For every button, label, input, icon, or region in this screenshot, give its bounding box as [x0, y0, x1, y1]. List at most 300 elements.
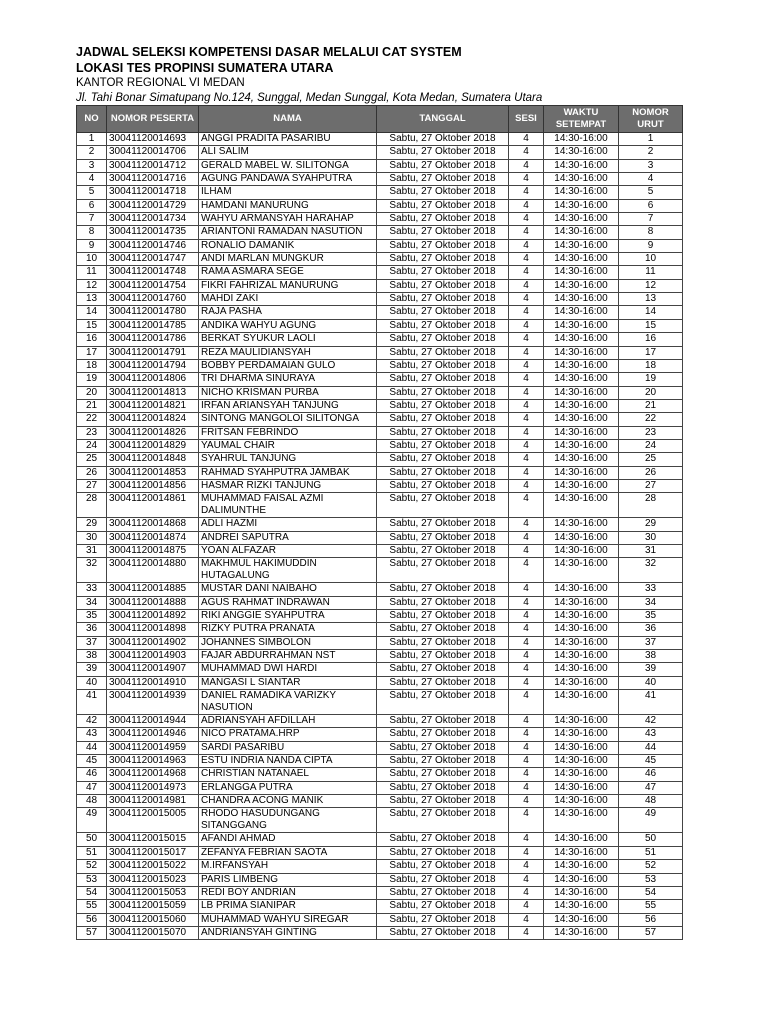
cell-nama: ANDREI SAPUTRA: [199, 531, 377, 544]
cell-nama: ERLANGGA PUTRA: [199, 781, 377, 794]
cell-sesi: 4: [509, 493, 544, 518]
table-row: [77, 623, 683, 636]
column-header-sesi: SESI: [509, 106, 544, 133]
cell-waktu: 14:30-16:00: [544, 439, 619, 452]
cell-nama: MAKHMUL HAKIMUDDIN HUTAGALUNG: [199, 558, 377, 583]
cell-nomor-urut: 45: [619, 755, 683, 768]
table-row: [77, 873, 683, 886]
cell-nomor-urut: 5: [619, 186, 683, 199]
cell-sesi: 4: [509, 926, 544, 939]
table-row: [77, 690, 683, 715]
cell-no: 2: [77, 146, 107, 159]
cell-tanggal: Sabtu, 27 Oktober 2018: [377, 518, 509, 531]
cell-tanggal: Sabtu, 27 Oktober 2018: [377, 544, 509, 557]
cell-tanggal: Sabtu, 27 Oktober 2018: [377, 846, 509, 859]
cell-waktu: 14:30-16:00: [544, 173, 619, 186]
cell-sesi: 4: [509, 199, 544, 212]
cell-no: 48: [77, 795, 107, 808]
cell-no: 8: [77, 226, 107, 239]
cell-nomor-urut: 42: [619, 715, 683, 728]
cell-tanggal: Sabtu, 27 Oktober 2018: [377, 173, 509, 186]
cell-waktu: 14:30-16:00: [544, 226, 619, 239]
cell-nomor-peserta: 30041120014716: [107, 173, 199, 186]
cell-nomor-peserta: 30041120014791: [107, 346, 199, 359]
cell-waktu: 14:30-16:00: [544, 159, 619, 172]
cell-no: 43: [77, 728, 107, 741]
cell-tanggal: Sabtu, 27 Oktober 2018: [377, 741, 509, 754]
schedule-table: [76, 105, 683, 940]
cell-waktu: 14:30-16:00: [544, 306, 619, 319]
cell-waktu: 14:30-16:00: [544, 650, 619, 663]
cell-nomor-peserta: 30041120014903: [107, 650, 199, 663]
table-row: [77, 159, 683, 172]
table-row: [77, 741, 683, 754]
cell-no: 47: [77, 781, 107, 794]
cell-nomor-urut: 23: [619, 426, 683, 439]
cell-tanggal: Sabtu, 27 Oktober 2018: [377, 493, 509, 518]
cell-sesi: 4: [509, 373, 544, 386]
cell-tanggal: Sabtu, 27 Oktober 2018: [377, 886, 509, 899]
table-row: [77, 860, 683, 873]
cell-tanggal: Sabtu, 27 Oktober 2018: [377, 359, 509, 372]
office-address: Jl. Tahi Bonar Simatupang No.124, Sunggal, Medan Sunggal, Kota Medan, Sumatera Utara: [76, 92, 543, 104]
cell-sesi: 4: [509, 279, 544, 292]
cell-nama: REZA MAULIDIANSYAH: [199, 346, 377, 359]
table-row: [77, 146, 683, 159]
cell-tanggal: Sabtu, 27 Oktober 2018: [377, 386, 509, 399]
table-row: [77, 531, 683, 544]
cell-waktu: 14:30-16:00: [544, 186, 619, 199]
column-header-tanggal: TANGGAL: [377, 106, 509, 133]
cell-tanggal: Sabtu, 27 Oktober 2018: [377, 213, 509, 226]
cell-sesi: 4: [509, 755, 544, 768]
cell-nomor-peserta: 30041120014780: [107, 306, 199, 319]
cell-waktu: 14:30-16:00: [544, 583, 619, 596]
cell-nomor-peserta: 30041120015060: [107, 913, 199, 926]
cell-nomor-urut: 49: [619, 808, 683, 833]
cell-nomor-urut: 34: [619, 596, 683, 609]
cell-nomor-urut: 31: [619, 544, 683, 557]
cell-nomor-peserta: 30041120014712: [107, 159, 199, 172]
cell-nomor-peserta: 30041120014853: [107, 466, 199, 479]
cell-no: 56: [77, 913, 107, 926]
cell-nomor-peserta: 30041120015053: [107, 886, 199, 899]
cell-waktu: 14:30-16:00: [544, 873, 619, 886]
cell-nomor-peserta: 30041120014829: [107, 439, 199, 452]
cell-waktu: 14:30-16:00: [544, 146, 619, 159]
document-subtitle: LOKASI TES PROPINSI SUMATERA UTARA: [76, 61, 334, 75]
cell-nomor-urut: 20: [619, 386, 683, 399]
table-row: [77, 768, 683, 781]
table-row: [77, 413, 683, 426]
cell-nomor-peserta: 30041120014848: [107, 453, 199, 466]
cell-waktu: 14:30-16:00: [544, 663, 619, 676]
cell-nomor-peserta: 30041120014693: [107, 133, 199, 146]
cell-nama: MAHDI ZAKI: [199, 293, 377, 306]
cell-nama: ADLI HAZMI: [199, 518, 377, 531]
cell-nama: AFANDI AHMAD: [199, 833, 377, 846]
cell-no: 51: [77, 846, 107, 859]
cell-nomor-urut: 11: [619, 266, 683, 279]
office-name: KANTOR REGIONAL VI MEDAN: [76, 77, 245, 89]
cell-sesi: 4: [509, 133, 544, 146]
cell-tanggal: Sabtu, 27 Oktober 2018: [377, 253, 509, 266]
cell-nomor-peserta: 30041120014826: [107, 426, 199, 439]
cell-waktu: 14:30-16:00: [544, 781, 619, 794]
cell-tanggal: Sabtu, 27 Oktober 2018: [377, 833, 509, 846]
cell-no: 30: [77, 531, 107, 544]
table-row: [77, 493, 683, 518]
cell-no: 55: [77, 900, 107, 913]
cell-sesi: 4: [509, 768, 544, 781]
table-row: [77, 226, 683, 239]
cell-no: 4: [77, 173, 107, 186]
table-row: [77, 346, 683, 359]
cell-nama: SARDI PASARIBU: [199, 741, 377, 754]
cell-nomor-peserta: 30041120014946: [107, 728, 199, 741]
cell-no: 27: [77, 479, 107, 492]
cell-no: 22: [77, 413, 107, 426]
table-row: [77, 663, 683, 676]
cell-nomor-peserta: 30041120014874: [107, 531, 199, 544]
cell-nomor-urut: 40: [619, 676, 683, 689]
cell-tanggal: Sabtu, 27 Oktober 2018: [377, 479, 509, 492]
cell-nama: DANIEL RAMADIKA VARIZKY NASUTION: [199, 690, 377, 715]
cell-nama: FAJAR ABDURRAHMAN NST: [199, 650, 377, 663]
cell-waktu: 14:30-16:00: [544, 279, 619, 292]
cell-sesi: 4: [509, 833, 544, 846]
cell-nomor-urut: 2: [619, 146, 683, 159]
cell-sesi: 4: [509, 873, 544, 886]
table-row: [77, 426, 683, 439]
cell-nama: RIZKY PUTRA PRANATA: [199, 623, 377, 636]
cell-nomor-urut: 26: [619, 466, 683, 479]
cell-no: 20: [77, 386, 107, 399]
cell-no: 3: [77, 159, 107, 172]
cell-sesi: 4: [509, 676, 544, 689]
cell-nomor-urut: 6: [619, 199, 683, 212]
table-row: [77, 293, 683, 306]
cell-nomor-urut: 25: [619, 453, 683, 466]
cell-nomor-peserta: 30041120015059: [107, 900, 199, 913]
cell-nomor-urut: 12: [619, 279, 683, 292]
cell-nomor-urut: 44: [619, 741, 683, 754]
table-row: [77, 439, 683, 452]
cell-nama: GERALD MABEL W. SILITONGA: [199, 159, 377, 172]
cell-sesi: 4: [509, 610, 544, 623]
cell-sesi: 4: [509, 293, 544, 306]
cell-no: 6: [77, 199, 107, 212]
cell-nama: FRITSAN FEBRINDO: [199, 426, 377, 439]
cell-nomor-peserta: 30041120014968: [107, 768, 199, 781]
cell-nomor-urut: 15: [619, 319, 683, 332]
cell-sesi: 4: [509, 466, 544, 479]
cell-nomor-urut: 8: [619, 226, 683, 239]
cell-nomor-peserta: 30041120014746: [107, 239, 199, 252]
table-row: [77, 610, 683, 623]
cell-nama: MUHAMMAD FAISAL AZMI DALIMUNTHE: [199, 493, 377, 518]
cell-nomor-urut: 53: [619, 873, 683, 886]
cell-nama: ADRIANSYAH AFDILLAH: [199, 715, 377, 728]
cell-nomor-peserta: 30041120014856: [107, 479, 199, 492]
cell-no: 49: [77, 808, 107, 833]
cell-sesi: 4: [509, 886, 544, 899]
cell-waktu: 14:30-16:00: [544, 808, 619, 833]
cell-sesi: 4: [509, 173, 544, 186]
cell-nomor-urut: 38: [619, 650, 683, 663]
cell-sesi: 4: [509, 479, 544, 492]
cell-nama: HASMAR RIZKI TANJUNG: [199, 479, 377, 492]
table-row: [77, 133, 683, 146]
cell-no: 12: [77, 279, 107, 292]
cell-sesi: 4: [509, 663, 544, 676]
table-row: [77, 900, 683, 913]
cell-nama: REDI BOY ANDRIAN: [199, 886, 377, 899]
cell-waktu: 14:30-16:00: [544, 768, 619, 781]
cell-no: 15: [77, 319, 107, 332]
cell-nama: WAHYU ARMANSYAH HARAHAP: [199, 213, 377, 226]
cell-waktu: 14:30-16:00: [544, 346, 619, 359]
cell-no: 28: [77, 493, 107, 518]
cell-nomor-peserta: 30041120014706: [107, 146, 199, 159]
cell-waktu: 14:30-16:00: [544, 596, 619, 609]
cell-nomor-urut: 4: [619, 173, 683, 186]
cell-sesi: 4: [509, 346, 544, 359]
cell-waktu: 14:30-16:00: [544, 213, 619, 226]
cell-tanggal: Sabtu, 27 Oktober 2018: [377, 873, 509, 886]
cell-waktu: 14:30-16:00: [544, 426, 619, 439]
cell-sesi: 4: [509, 266, 544, 279]
cell-waktu: 14:30-16:00: [544, 199, 619, 212]
cell-tanggal: Sabtu, 27 Oktober 2018: [377, 558, 509, 583]
cell-tanggal: Sabtu, 27 Oktober 2018: [377, 531, 509, 544]
cell-nomor-peserta: 30041120015017: [107, 846, 199, 859]
cell-nomor-peserta: 30041120014981: [107, 795, 199, 808]
table-row: [77, 558, 683, 583]
table-header-row: [77, 106, 683, 133]
cell-sesi: 4: [509, 226, 544, 239]
cell-nomor-urut: 51: [619, 846, 683, 859]
cell-waktu: 14:30-16:00: [544, 319, 619, 332]
cell-nomor-urut: 28: [619, 493, 683, 518]
cell-tanggal: Sabtu, 27 Oktober 2018: [377, 795, 509, 808]
table-row: [77, 213, 683, 226]
cell-sesi: 4: [509, 900, 544, 913]
cell-nama: CHANDRA ACONG MANIK: [199, 795, 377, 808]
cell-no: 7: [77, 213, 107, 226]
table-row: [77, 199, 683, 212]
cell-nomor-peserta: 30041120014754: [107, 279, 199, 292]
cell-sesi: 4: [509, 413, 544, 426]
cell-nomor-peserta: 30041120014939: [107, 690, 199, 715]
cell-nomor-peserta: 30041120014747: [107, 253, 199, 266]
cell-nama: NICHO KRISMAN PURBA: [199, 386, 377, 399]
cell-nomor-urut: 35: [619, 610, 683, 623]
cell-no: 29: [77, 518, 107, 531]
cell-tanggal: Sabtu, 27 Oktober 2018: [377, 583, 509, 596]
table-row: [77, 808, 683, 833]
cell-tanggal: Sabtu, 27 Oktober 2018: [377, 453, 509, 466]
cell-nomor-urut: 1: [619, 133, 683, 146]
table-row: [77, 186, 683, 199]
cell-waktu: 14:30-16:00: [544, 728, 619, 741]
column-header-no: NO: [77, 106, 107, 133]
table-row: [77, 926, 683, 939]
cell-tanggal: Sabtu, 27 Oktober 2018: [377, 715, 509, 728]
cell-nama: ANDIKA WAHYU AGUNG: [199, 319, 377, 332]
cell-tanggal: Sabtu, 27 Oktober 2018: [377, 860, 509, 873]
cell-waktu: 14:30-16:00: [544, 741, 619, 754]
cell-no: 1: [77, 133, 107, 146]
cell-sesi: 4: [509, 728, 544, 741]
cell-nomor-peserta: 30041120014892: [107, 610, 199, 623]
cell-sesi: 4: [509, 795, 544, 808]
cell-sesi: 4: [509, 636, 544, 649]
cell-tanggal: Sabtu, 27 Oktober 2018: [377, 913, 509, 926]
table-row: [77, 715, 683, 728]
cell-tanggal: Sabtu, 27 Oktober 2018: [377, 373, 509, 386]
cell-nomor-urut: 56: [619, 913, 683, 926]
cell-nomor-urut: 52: [619, 860, 683, 873]
cell-nomor-peserta: 30041120014910: [107, 676, 199, 689]
cell-tanggal: Sabtu, 27 Oktober 2018: [377, 728, 509, 741]
cell-nomor-urut: 24: [619, 439, 683, 452]
cell-waktu: 14:30-16:00: [544, 900, 619, 913]
cell-no: 11: [77, 266, 107, 279]
cell-nomor-urut: 22: [619, 413, 683, 426]
cell-sesi: 4: [509, 690, 544, 715]
cell-tanggal: Sabtu, 27 Oktober 2018: [377, 413, 509, 426]
cell-nomor-peserta: 30041120014786: [107, 333, 199, 346]
cell-nomor-urut: 29: [619, 518, 683, 531]
cell-sesi: 4: [509, 781, 544, 794]
cell-nomor-urut: 47: [619, 781, 683, 794]
cell-nama: HAMDANI MANURUNG: [199, 199, 377, 212]
cell-tanggal: Sabtu, 27 Oktober 2018: [377, 399, 509, 412]
table-row: [77, 479, 683, 492]
cell-no: 5: [77, 186, 107, 199]
cell-sesi: 4: [509, 213, 544, 226]
cell-sesi: 4: [509, 583, 544, 596]
table-row: [77, 466, 683, 479]
cell-sesi: 4: [509, 544, 544, 557]
cell-tanggal: Sabtu, 27 Oktober 2018: [377, 266, 509, 279]
cell-nama: RAJA PASHA: [199, 306, 377, 319]
cell-nama: BERKAT SYUKUR LAOLI: [199, 333, 377, 346]
cell-waktu: 14:30-16:00: [544, 544, 619, 557]
cell-no: 44: [77, 741, 107, 754]
cell-waktu: 14:30-16:00: [544, 795, 619, 808]
cell-sesi: 4: [509, 239, 544, 252]
cell-waktu: 14:30-16:00: [544, 531, 619, 544]
cell-nomor-urut: 16: [619, 333, 683, 346]
cell-no: 45: [77, 755, 107, 768]
cell-no: 34: [77, 596, 107, 609]
cell-sesi: 4: [509, 306, 544, 319]
cell-nomor-peserta: 30041120014735: [107, 226, 199, 239]
cell-nomor-peserta: 30041120014963: [107, 755, 199, 768]
cell-nama: ESTU INDRIA NANDA CIPTA: [199, 755, 377, 768]
cell-nomor-urut: 27: [619, 479, 683, 492]
cell-nama: ARIANTONI RAMADAN NASUTION: [199, 226, 377, 239]
cell-nama: ANGGI PRADITA PASARIBU: [199, 133, 377, 146]
cell-sesi: 4: [509, 715, 544, 728]
table-row: [77, 833, 683, 846]
cell-nama: ANDI MARLAN MUNGKUR: [199, 253, 377, 266]
cell-tanggal: Sabtu, 27 Oktober 2018: [377, 623, 509, 636]
cell-sesi: 4: [509, 518, 544, 531]
column-header-nomor-urut: NOMOR URUT: [619, 106, 683, 133]
cell-nomor-peserta: 30041120014806: [107, 373, 199, 386]
cell-nomor-urut: 10: [619, 253, 683, 266]
cell-nama: M.IRFANSYAH: [199, 860, 377, 873]
cell-tanggal: Sabtu, 27 Oktober 2018: [377, 293, 509, 306]
cell-sesi: 4: [509, 453, 544, 466]
cell-sesi: 4: [509, 146, 544, 159]
cell-waktu: 14:30-16:00: [544, 293, 619, 306]
cell-nomor-peserta: 30041120014875: [107, 544, 199, 557]
cell-sesi: 4: [509, 913, 544, 926]
cell-tanggal: Sabtu, 27 Oktober 2018: [377, 439, 509, 452]
cell-tanggal: Sabtu, 27 Oktober 2018: [377, 333, 509, 346]
cell-no: 50: [77, 833, 107, 846]
cell-waktu: 14:30-16:00: [544, 676, 619, 689]
cell-no: 33: [77, 583, 107, 596]
table-row: [77, 544, 683, 557]
cell-nomor-peserta: 30041120014959: [107, 741, 199, 754]
cell-tanggal: Sabtu, 27 Oktober 2018: [377, 239, 509, 252]
cell-waktu: 14:30-16:00: [544, 690, 619, 715]
cell-no: 16: [77, 333, 107, 346]
cell-nomor-peserta: 30041120014868: [107, 518, 199, 531]
cell-no: 37: [77, 636, 107, 649]
cell-nomor-peserta: 30041120014907: [107, 663, 199, 676]
cell-nama: CHRISTIAN NATANAEL: [199, 768, 377, 781]
cell-sesi: 4: [509, 319, 544, 332]
table-row: [77, 913, 683, 926]
cell-no: 18: [77, 359, 107, 372]
cell-nama: AGUNG PANDAWA SYAHPUTRA: [199, 173, 377, 186]
document-header: [76, 44, 696, 106]
cell-sesi: 4: [509, 359, 544, 372]
cell-nomor-peserta: 30041120014760: [107, 293, 199, 306]
cell-nama: RIKI ANGGIE SYAHPUTRA: [199, 610, 377, 623]
cell-nama: RHODO HASUDUNGANG SITANGGANG: [199, 808, 377, 833]
cell-tanggal: Sabtu, 27 Oktober 2018: [377, 279, 509, 292]
cell-sesi: 4: [509, 439, 544, 452]
cell-waktu: 14:30-16:00: [544, 479, 619, 492]
cell-nama: RAMA ASMARA SEGE: [199, 266, 377, 279]
cell-nama: AGUS RAHMAT INDRAWAN: [199, 596, 377, 609]
cell-no: 26: [77, 466, 107, 479]
cell-nomor-peserta: 30041120014785: [107, 319, 199, 332]
cell-nomor-urut: 17: [619, 346, 683, 359]
cell-sesi: 4: [509, 253, 544, 266]
table-row: [77, 676, 683, 689]
cell-nama: ILHAM: [199, 186, 377, 199]
table-row: [77, 319, 683, 332]
cell-nama: SYAHRUL TANJUNG: [199, 453, 377, 466]
cell-tanggal: Sabtu, 27 Oktober 2018: [377, 306, 509, 319]
cell-waktu: 14:30-16:00: [544, 926, 619, 939]
cell-nomor-urut: 36: [619, 623, 683, 636]
cell-no: 53: [77, 873, 107, 886]
cell-tanggal: Sabtu, 27 Oktober 2018: [377, 781, 509, 794]
table-row: [77, 583, 683, 596]
cell-nomor-peserta: 30041120014813: [107, 386, 199, 399]
cell-nomor-urut: 37: [619, 636, 683, 649]
table-row: [77, 755, 683, 768]
